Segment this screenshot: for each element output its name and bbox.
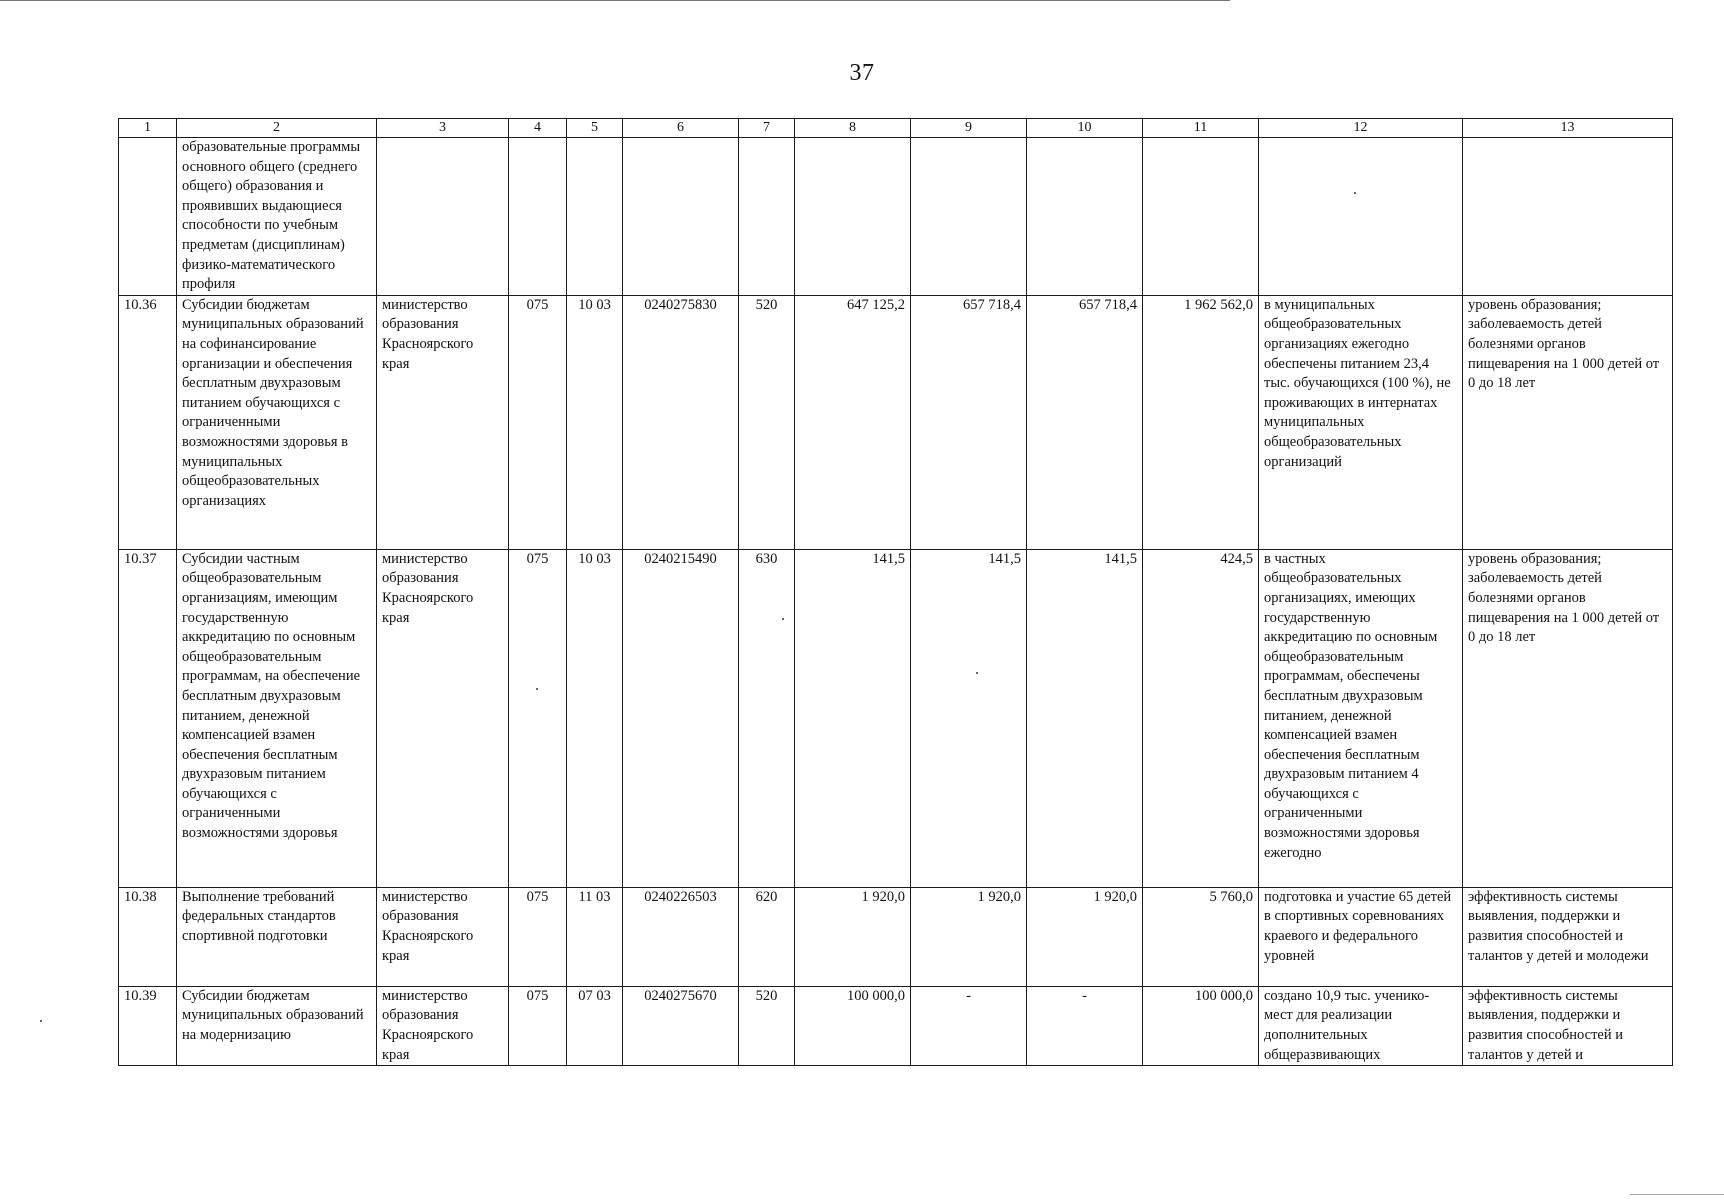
cell-col7: 520: [739, 295, 795, 549]
column-header: 11: [1143, 119, 1259, 138]
cell-col8: 1 920,0: [795, 887, 911, 986]
indicator: уровень образования; заболеваемость детей болезнями органов пищеварения на 1 000 детей от 0 до 18 лет: [1463, 295, 1673, 549]
cell-col4: 075: [509, 295, 567, 549]
cell-col9: 1 920,0: [911, 887, 1027, 986]
expected-result: создано 10,9 тыс. ученико-мест для реализации дополнительных общеразвивающих: [1259, 986, 1463, 1065]
responsible-org: министерство образования Красноярского края: [377, 295, 509, 549]
scan-speck: [976, 672, 978, 674]
cell-col6: 0240275670: [623, 986, 739, 1065]
cell-col11: 5 760,0: [1143, 887, 1259, 986]
scan-edge-top: [0, 0, 1230, 1]
column-header: 13: [1463, 119, 1673, 138]
scan-speck: [40, 1020, 42, 1022]
row-number: 10.39: [119, 986, 177, 1065]
cell-col5: 10 03: [567, 549, 623, 887]
cell-col4: 075: [509, 887, 567, 986]
row-number: 10.36: [119, 295, 177, 549]
cell-col10: [1027, 138, 1143, 296]
expected-result: [1259, 138, 1463, 296]
cell-col9: [911, 138, 1027, 296]
column-header: 2: [177, 119, 377, 138]
cell-col7: 630: [739, 549, 795, 887]
cell-col10: -: [1027, 986, 1143, 1065]
cell-col10: 141,5: [1027, 549, 1143, 887]
expected-result: в муниципальных общеобразовательных организациях ежегодно обеспечены питанием 23,4 тыс. обучающихся (100 %), не проживающих в интернатах муниципальных общеобразовательных организаций: [1259, 295, 1463, 549]
indicator: уровень образования; заболеваемость детей болезнями органов пищеварения на 1 000 детей от 0 до 18 лет: [1463, 549, 1673, 887]
cell-col4: 075: [509, 986, 567, 1065]
row-number: 10.38: [119, 887, 177, 986]
column-header: 8: [795, 119, 911, 138]
cell-col8: 141,5: [795, 549, 911, 887]
cell-col6: 0240215490: [623, 549, 739, 887]
cell-col7: [739, 138, 795, 296]
expected-result: подготовка и участие 65 детей в спортивных соревнованиях краевого и федерального уровней: [1259, 887, 1463, 986]
cell-col5: 07 03: [567, 986, 623, 1065]
activity-name: Субсидии бюджетам муниципальных образований на софинансирование организации и обеспечения бесплатным двухразовым питанием обучающихся с ограниченными возможностями здоровья в муниципальных общеобразовательных организациях: [177, 295, 377, 549]
table-row: [119, 138, 1673, 296]
indicator: [1463, 138, 1673, 296]
column-header: 9: [911, 119, 1027, 138]
indicator: эффективность системы выявления, поддержки и развития способностей и талантов у детей и молодежи: [1463, 887, 1673, 986]
column-header: 1: [119, 119, 177, 138]
activity-name: Выполнение требований федеральных стандартов спортивной подготовки: [177, 887, 377, 986]
cell-col5: [567, 138, 623, 296]
activity-name: Субсидии бюджетам муниципальных образований на модернизацию: [177, 986, 377, 1065]
cell-col7: 520: [739, 986, 795, 1065]
activity-name: Субсидии частным общеобразовательным организациям, имеющим государственную аккредитацию по основным общеобразовательным программам, на обеспечение бесплатным двухразовым питанием, денежной компенсацией взамен обеспечения бесплатным двухразовым питанием обучающихся с ограниченными возможностями здоровья: [177, 549, 377, 887]
cell-col11: 1 962 562,0: [1143, 295, 1259, 549]
responsible-org: министерство образования Красноярского края: [377, 887, 509, 986]
cell-col6: 0240275830: [623, 295, 739, 549]
column-header: 10: [1027, 119, 1143, 138]
cell-col8: 100 000,0: [795, 986, 911, 1065]
cell-col5: 10 03: [567, 295, 623, 549]
cell-col8: 647 125,2: [795, 295, 911, 549]
indicator: эффективность системы выявления, поддержки и развития способностей и талантов у детей и: [1463, 986, 1673, 1065]
responsible-org: министерство образования Красноярского края: [377, 549, 509, 887]
cell-col9: 657 718,4: [911, 295, 1027, 549]
cell-col10: 1 920,0: [1027, 887, 1143, 986]
cell-col9: -: [911, 986, 1027, 1065]
page-number: 37: [849, 60, 875, 86]
program-activities-table: [118, 118, 1673, 1066]
responsible-org: министерство образования Красноярского края: [377, 986, 509, 1065]
expected-result: в частных общеобразовательных организациях, имеющих государственную аккредитацию по основным общеобразовательным программам, обеспечены бесплатным двухразовым питанием, денежной компенсацией взамен обеспечения бесплатным двухразовым питанием 4 обучающихся с ограниченными возможностями здоровья ежегодно: [1259, 549, 1463, 887]
column-header: 4: [509, 119, 567, 138]
cell-col9: 141,5: [911, 549, 1027, 887]
column-header: 7: [739, 119, 795, 138]
responsible-org: [377, 138, 509, 296]
row-number: 10.37: [119, 549, 177, 887]
cell-col6: 0240226503: [623, 887, 739, 986]
cell-col7: 620: [739, 887, 795, 986]
scan-speck: [782, 618, 784, 620]
column-number-row: [119, 119, 1673, 138]
cell-col5: 11 03: [567, 887, 623, 986]
table-row: [119, 986, 1673, 1065]
cell-col6: [623, 138, 739, 296]
column-header: 3: [377, 119, 509, 138]
scan-edge-bottom: [1630, 1194, 1724, 1195]
column-header: 6: [623, 119, 739, 138]
scan-speck: [1354, 192, 1356, 194]
table-row: [119, 549, 1673, 887]
cell-col11: [1143, 138, 1259, 296]
table-row: [119, 887, 1673, 986]
column-header: 5: [567, 119, 623, 138]
column-header: 12: [1259, 119, 1463, 138]
cell-col10: 657 718,4: [1027, 295, 1143, 549]
cell-col4: [509, 138, 567, 296]
activity-name: образовательные программы основного общего (среднего общего) образования и проявивших выдающиеся способности по учебным предметам (дисциплинам) физико-математического профиля: [177, 138, 377, 296]
cell-col11: 100 000,0: [1143, 986, 1259, 1065]
row-number: [119, 138, 177, 296]
scan-speck: [536, 688, 538, 690]
cell-col4: 075: [509, 549, 567, 887]
cell-col11: 424,5: [1143, 549, 1259, 887]
table-row: [119, 295, 1673, 549]
cell-col8: [795, 138, 911, 296]
